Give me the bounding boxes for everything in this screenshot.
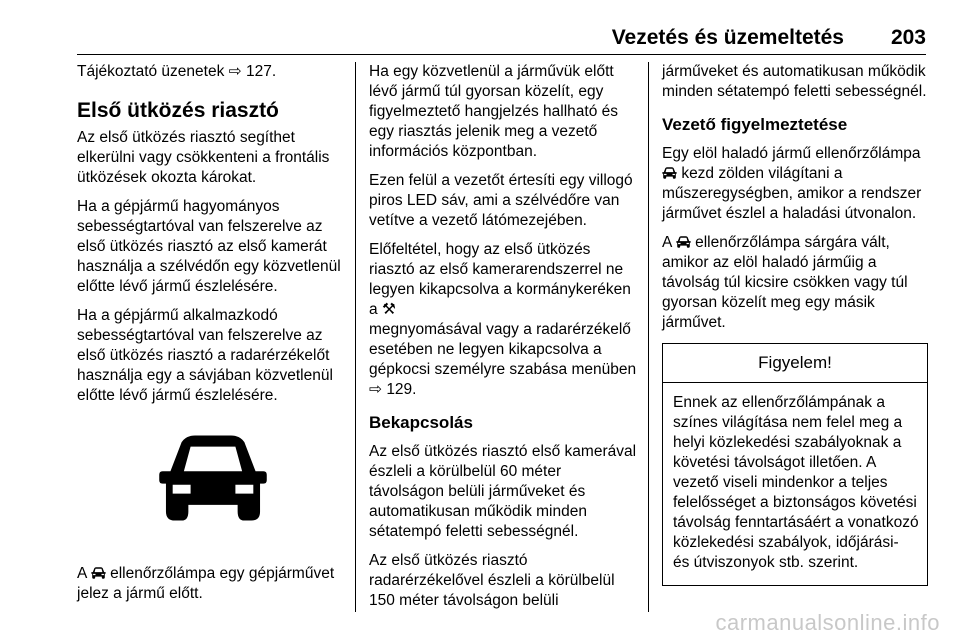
caption-text: ellenőrzőlámpa egy gépjárművet jelez a jármű előtt. <box>77 565 335 602</box>
column-1 <box>77 62 349 613</box>
section-heading: Vezető figyelmeztetése <box>662 115 848 134</box>
paragraph: Ha a gépjármű alkalmazkodó sebességtartóval van felszerelve az első ütközés riasztó a radarérzékelőt használja egy a sávjában közvetlenül előtte lévő jármű észlelésére. <box>77 307 333 404</box>
car-front-icon <box>676 236 691 248</box>
intro-text: Tájékoztató üzenetek <box>77 63 225 80</box>
paragraph: Ezen felül a vezetőt értesíti egy villogó piros LED sáv, ami a szélvédőre van vetítve a vezető látómezejében. <box>369 172 633 229</box>
paragraph: Ha egy közvetlenül a járművük előtt lévő jármű túl gyorsan közelít, egy figyelmeztető hangjelzés hallható és egy riasztás jelenik meg a vezető információs központban. <box>369 63 619 160</box>
page-ref-arrow-icon: ⇨ <box>228 63 242 80</box>
page-ref-arrow-icon: ⇨ <box>369 381 382 398</box>
column-divider <box>648 62 649 612</box>
car-front-icon <box>91 567 106 579</box>
page-header <box>77 26 926 55</box>
paragraph: Az első ütközés riasztó radarérzékelővel észleli a körülbelül 150 méter távolságon belüli <box>369 552 615 609</box>
vehicle-ahead-figure <box>77 418 349 546</box>
header-title: Vezetés és üzemeltetés <box>611 26 844 49</box>
paragraph: járműveket és automatikusan működik minden sétatempó feletti sebességnél. <box>662 63 927 100</box>
figure-caption <box>77 564 349 604</box>
paragraph-part: A <box>662 234 672 251</box>
paragraph <box>662 144 928 224</box>
section-heading: Bekapcsolás <box>369 413 473 432</box>
paragraph-part: ellenőrzőlámpa sárgára vált, amikor az elöl haladó járműig a távolság túl kicsire csökken vagy túl gyorsan közelít meg egy másik járművet. <box>662 234 908 331</box>
steering-wheel-icon: ⚒ <box>381 301 396 318</box>
section-heading: Első ütközés riasztó <box>77 99 279 122</box>
paragraph-part: Egy elöl haladó jármű ellenőrzőlámpa <box>662 145 921 162</box>
intro-ref[interactable]: 127. <box>245 63 277 80</box>
car-front-icon <box>662 167 677 179</box>
column-2 <box>369 62 639 620</box>
paragraph <box>369 240 639 400</box>
paragraph-part: megnyomásával vagy a radarérzékelő esetében ne legyen kikapcsolva a gépkocsi személyre szabása menüben <box>369 321 637 378</box>
paragraph: Ha a gépjármű hagyományos sebességtartóval van felszerelve az első ütközés riasztó az első kamerát használja a szélvédőn egy közvetlenül előtte lévő jármű észlelésére. <box>77 198 341 295</box>
warning-text: Ennek az ellenőrzőlámpának a színes világítása nem felel meg a helyi közlekedési szabályoknak a követési távolságot illetően. A vezető viseli mindenkor a teljes felelősséget a biztonságos követési távolság fenntartásáért a vonatkozó közlekedési szabályok, időjárási- és útviszonyok stb. szerint. <box>673 394 919 571</box>
car-front-icon <box>77 418 349 546</box>
paragraph-part: kezd zölden világítani a műszeregységben, amikor a rendszer járművet észlel a haladási útvonalon. <box>662 165 922 222</box>
page-number: 203 <box>890 26 926 49</box>
paragraph: Az első ütközés riasztó segíthet elkerülni vagy csökkenteni a frontális ütközések okozta károkat. <box>77 129 330 186</box>
column-divider <box>355 62 356 612</box>
paragraph <box>662 233 928 333</box>
paragraph-part: Előfeltétel, hogy az első ütközés riasztó az első kamerarendszerrel ne legyen kikapcsolva a kormánykeréken a <box>369 241 631 318</box>
watermark: carmanualsonline.info <box>715 610 940 635</box>
intro-line <box>77 62 349 82</box>
paragraph: Az első ütközés riasztó első kamerával észleli a körülbelül 60 méter távolságon belüli járműveket és automatikusan működik minden sétatempó feletti sebességnél. <box>369 443 637 540</box>
page-ref[interactable]: 129. <box>386 381 417 398</box>
column-3 <box>662 62 928 586</box>
caption-prefix: A <box>77 565 87 582</box>
warning-box <box>662 343 928 586</box>
warning-title: Figyelem! <box>663 344 927 383</box>
